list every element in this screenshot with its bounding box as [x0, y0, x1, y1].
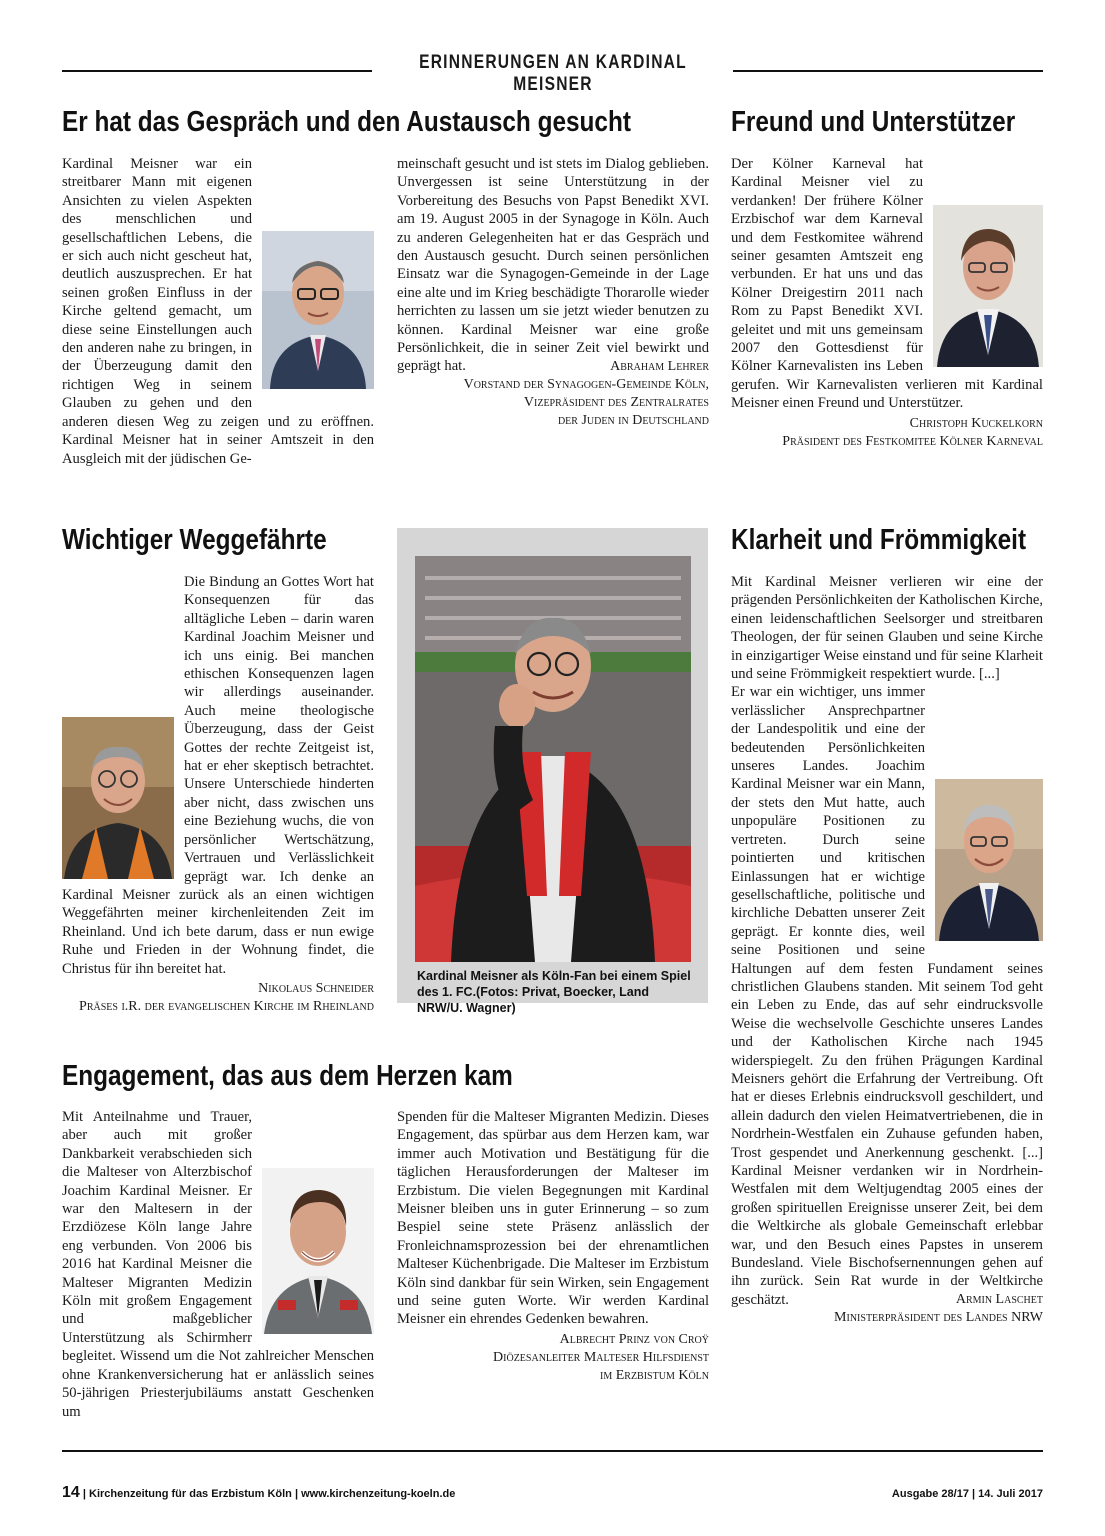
- headline-croy: Engagement, das aus dem Herzen kam: [62, 1060, 513, 1092]
- article-lehrer-col2-text: meinschaft gesucht und ist stets im Dialog geblieben. Unvergessen ist seine Unterstützung in der Vorbereitung des Besuchs von Papst Benedikt XVI. am 19. August 2005 in der Synagoge in Köln. Auch zu anderen Gelegenheiten hat er das Gespräch und den Austausch gesucht. Durch seinen persönlichen Einsatz war die Synagogen-Gemeinde in der Lage eine alte und im Krieg beschädigte Thorarolle wieder herrichten zu lassen um sie jetzt wieder benutzen zu können. Kardinal Meisner war eine große Persönlichkeit, die in seiner Zeit viel bewirkt und geprägt hat.: [397, 156, 709, 375]
- sig-role-croy-1: Diözesanleiter Malteser Hilfsdienst: [493, 1349, 709, 1365]
- sig-role-lehrer-3: der Juden in Deutschland: [557, 412, 709, 428]
- header-rule-left: [62, 70, 372, 72]
- article-laschet-p2: Er war ein wichtiger, uns immer verlässlicher Ansprechpartner der Landespolitik und eine der bedeutenden Persönlichkeiten unseres Landes. Joachim Kardinal Meisner war ein Mann, der stets den Mut hatte, auch unpopuläre Positionen zu vertreten. Durch seine pointierten und kritischen Einlassungen hat er wichtige gesellschaftliche, politische und kirchliche Debatten unserer Zeit geprägt. Er konnte dies, weil seine Positionen und seine Haltungen auf dem festen Fundament seines christlichen Glaubens standen. Mit seinem Tod geht ein Leben zu Ende, das auf sehr eindrucksvolle Weise die wechselvolle Geschichte unseres Landes und der Katholischen Kirche nach 1945 widerspiegelt. Zu den frühen Prägungen Kardinal Meisners gehört die Erfahrung der Vertreibung. Oft hat er dieses Erlebnis eindrucksvoll geschildert, und allein dadurch den vielen Heimatvertriebenen, die in Nordrhein-Westfalen ein Zuhause gefunden haben, Trost gespendet und Anerkennung geschenkt. [...] Kardinal Meisner verdanken wir in Nordrhein-Westfalen mit dem Weltjugendtag 2005 eines der großen spirituellen Ereignisse unserer Zeit, bei dem die Weltkirche als globale Gemeinschaft erlebbar war, und den Besuch eines Papstes in unserem Bundesland. Viele Bischofsernennungen gehen auf ihn zurück. Sein Rat wurde in der Weltkirche geschätzt.: [731, 684, 1043, 1308]
- article-schneider: [62, 573, 374, 1013]
- portrait-croy: [262, 1168, 374, 1334]
- article-laschet-p1: Mit Kardinal Meisner verlieren wir eine der prägenden Persönlichkeiten der Katholischen Kirche, einen leidenschaftlichen Seelsorger und streitbaren Theologen, der für seinen Glauben und seine Kirche in einzigartiger Weise einstand und für seine Klarheit und seine Frömmigkeit respektiert wurde. [...]: [731, 574, 1043, 683]
- article-laschet: [731, 573, 1043, 1428]
- sig-name-laschet: Armin Laschet: [955, 1292, 1043, 1308]
- article-kuckelkorn-text: Der Kölner Karneval hat Kardinal Meisner viel zu verdanken! Der frühere Kölner Erzbischof war dem Karneval und dem Festkomitee während seiner gesamten Amtszeit eng verbunden. Er hat uns und das Kölner Dreigestirn 2011 nach Rom zu Papst Benedikt XVI. geleitet und mit uns gemeinsam 2007 den Gottesdienst für Kölner Karnevalisten ins Leben gerufen. Wir Karnevalisten verlieren mit Kardinal Meisner einen Freund und Unterstützer.: [731, 156, 1043, 412]
- headline-kuckelkorn: Freund und Unterstützer: [731, 106, 1016, 138]
- sig-role-lehrer-2: Vizepräsident des Zentralrates: [523, 394, 709, 410]
- sig-name-kuckelkorn: Christoph Kuckelkorn: [909, 415, 1043, 431]
- footer-left: [62, 1484, 455, 1502]
- header-rule-right: [733, 70, 1043, 72]
- article-croy-col2-text: Spenden für die Malteser Migranten Medizin. Dieses Engagement, das spürbar aus dem Herzen kam, war immer auch Motivation und Bestätigung für die täglichen Herausforderungen der Malteser im Erzbistum. Die vielen Begegnungen mit Kardinal Meisner bleiben uns in guter Erinnerung – so zum Bespiel seine stete Präsenz anlässlich der Fronleichnamsprozession bei der ehrenamtlichen Malteser Küchenbrigade. Die Malteser im Erzbistum Köln sind dankbar für sein Wirken, sein Engagement und seine guten Worte. Wir werden Kardinal Meisner ein ehrendes Gedenken bewahren.: [397, 1109, 709, 1328]
- sig-name-schneider: Nikolaus Schneider: [258, 980, 374, 996]
- footer-sep-1: |: [82, 1488, 86, 1500]
- headline-laschet: Klarheit und Frömmigkeit: [731, 524, 1027, 556]
- sig-name-croy: Albrecht Prinz von Croÿ: [559, 1331, 709, 1347]
- footer-website[interactable]: www.kirchenzeitung-koeln.de: [301, 1488, 456, 1500]
- footer-right: [892, 1488, 1043, 1500]
- sig-role-lehrer-1: Vorstand der Synagogen-Gemeinde Köln,: [463, 376, 709, 392]
- section-title: ERINNERUNGEN AN KARDINAL MEISNER: [419, 52, 687, 95]
- footer-issue: Ausgabe 28/17: [891, 1488, 969, 1500]
- article-croy-col2: [397, 1108, 709, 1428]
- headline-lehrer: Er hat das Gespräch und den Austausch gesucht: [62, 106, 631, 138]
- portrait-laschet: [935, 779, 1043, 941]
- article-croy-col1-text: Mit Anteilnahme und Trauer, aber auch mit großer Dankbarkeit verabschieden sich die Malteser von Alterzbischof Joachim Kardinal Meisner. Er war den Maltesern in der Erzdiözese Köln lange Jahre eng verbunden. Von 2006 bis 2016 hat Kardinal Meisner die Malteser Migranten Medizin Köln mit großem Engagement und maßgeblicher Unterstützung als Schirmherr begleitet. Wissend um die Not zahlreicher Menschen ohne Krankenversicherung hat er anlässlich seines 50-jährigen Priesterjubiläums anstatt Geschenken um: [62, 1109, 374, 1420]
- photo-caption: Kardinal Meisner als Köln-Fan bei einem Spiel des 1. FC.(Fotos: Privat, Boecker, Land NRW/U. Wagner): [417, 969, 691, 1015]
- footer-rule: [62, 1450, 1043, 1452]
- article-kuckelkorn: [731, 155, 1043, 477]
- footer-publication: Kirchenzeitung für das Erzbistum Köln: [89, 1488, 292, 1500]
- article-schneider-text: Die Bindung an Gottes Wort hat Konsequenzen für das alltägliche Leben – darin waren Kardinal Joachim Meisner und ich uns einig. Bei manchen ethischen Konsequenzen lagen wir allerdings auseinander. Auch meine theologische Überzeugung, dass der Geist Gottes der rechte Zeitgeist ist, hat er eher skeptisch betrachtet. Unsere Unterschiede hinderten aber nicht, dass zwischen uns eine Beziehung wuchs, die von persönlicher Wertschätzung, Vertrauen und Verlässlichkeit geprägt war. Ich denke an Kardinal Meisner zurück als an einen wichtigen Weggefährten meiner kirchenleitenden Zeit im Rheinland. Und ich bete darum, dass er nun ewige Ruhe und Frieden in der Wohnung findet, die Christus für ihn bereitet hat.: [62, 574, 374, 977]
- portrait-lehrer: [262, 231, 374, 389]
- headline-schneider: Wichtiger Weggefährte: [62, 524, 327, 556]
- signature-schneider: [62, 980, 374, 1013]
- portrait-kuckelkorn: [933, 205, 1043, 367]
- footer-sep-3: |: [972, 1488, 976, 1500]
- portrait-schneider: [62, 717, 174, 879]
- footer-page-number: 14: [62, 1484, 80, 1501]
- photo-meisner-stadium: [415, 556, 691, 962]
- sig-role-kuckelkorn: Präsident des Festkomitee Kölner Karneval: [782, 433, 1043, 449]
- footer-sep-2: |: [294, 1488, 299, 1500]
- article-lehrer-col2: [397, 155, 709, 477]
- article-lehrer-col1: [62, 155, 374, 477]
- footer-date: 14. Juli 2017: [978, 1488, 1043, 1500]
- signature-kuckelkorn: [731, 415, 1043, 451]
- article-lehrer-col1-text: Kardinal Meisner war ein streitbarer Mann mit eigenen Ansichten zu vielen Aspekten des menschlichen und gesellschaftlichen Lebens, die er sich auch nicht gescheut hat, deutlich auszusprechen. Er hat seinen großen Einfluss in der Kirche geltend gemacht, um diese seine Einstellungen auch den anderen nahe zu bringen, in der Überzeugung damit den richtigen Weg in seinem Glauben zu gehen und den anderen diesen Weg zu zeigen und zu eröffnen. Kardinal Meisner hat in seiner Amtszeit in den Ausgleich mit der jüdischen Ge-: [62, 156, 374, 467]
- sig-name-lehrer: Abraham Lehrer: [610, 358, 709, 374]
- signature-croy: [397, 1331, 709, 1385]
- sig-role-laschet: Ministerpräsident des Landes NRW: [834, 1310, 1043, 1326]
- article-croy-col1: [62, 1108, 374, 1428]
- sig-role-croy-2: im Erzbistum Köln: [600, 1367, 709, 1383]
- sig-role-schneider: Präses i.R. der evangelischen Kirche im Rheinland: [79, 998, 374, 1013]
- center-photo-box: [397, 528, 708, 1015]
